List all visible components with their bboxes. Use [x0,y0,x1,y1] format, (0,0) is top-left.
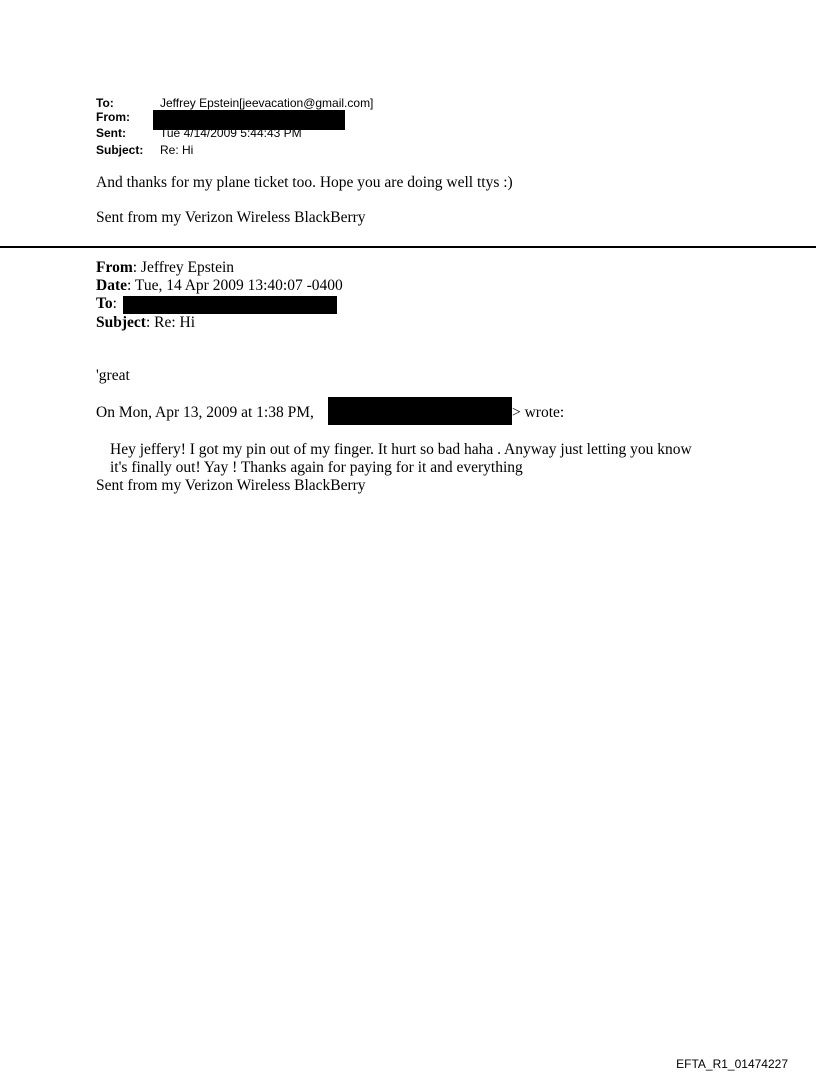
from-label: From: [96,110,130,124]
email2-reply: 'great [96,367,130,384]
email2-from-value: : Jeffrey Epstein [132,259,235,276]
email2-subject-value: : Re: Hi [145,314,196,331]
to-label: To: [96,96,114,110]
quote-wrote: > wrote: [512,404,565,421]
email2-to-row [96,295,117,313]
email2-subject-row [96,314,195,332]
doc-id: EFTA_R1_01474227 [676,1057,788,1071]
subject-label: Subject: [96,143,144,157]
sent-value: Tue 4/14/2009 5:44:43 PM [160,126,302,140]
email2-from-row [96,259,234,277]
to-value: Jeffrey Epstein[jeevacation@gmail.com] [160,96,374,110]
quote-line1: Hey jeffery! I got my pin out of my finger. It hurt so bad haha . Anyway just letting you know [110,441,692,458]
subject-value: Re: Hi [160,143,194,157]
quote-signature: Sent from my Verizon Wireless BlackBerry [96,477,366,494]
email2-subject-label: Subject [96,314,146,331]
email1-signature: Sent from my Verizon Wireless BlackBerry [96,209,366,226]
quote-intro: On Mon, Apr 13, 2009 at 1:38 PM, [96,404,314,421]
redaction-to [123,296,337,314]
email2-date-label: Date [96,277,127,294]
email2-date-value: : Tue, 14 Apr 2009 13:40:07 -0400 [127,277,343,294]
divider [0,246,816,248]
email2-to-value: : [112,295,117,312]
email2-from-label: From [96,259,133,276]
redaction-sender [328,397,512,425]
email2-date-row [96,277,343,295]
email1-body-line1: And thanks for my plane ticket too. Hope you are doing well ttys :) [96,174,513,191]
email2-to-label: To [96,295,113,312]
sent-label: Sent: [96,126,126,140]
quote-line2: it's finally out! Yay ! Thanks again for paying for it and everything [110,459,523,476]
